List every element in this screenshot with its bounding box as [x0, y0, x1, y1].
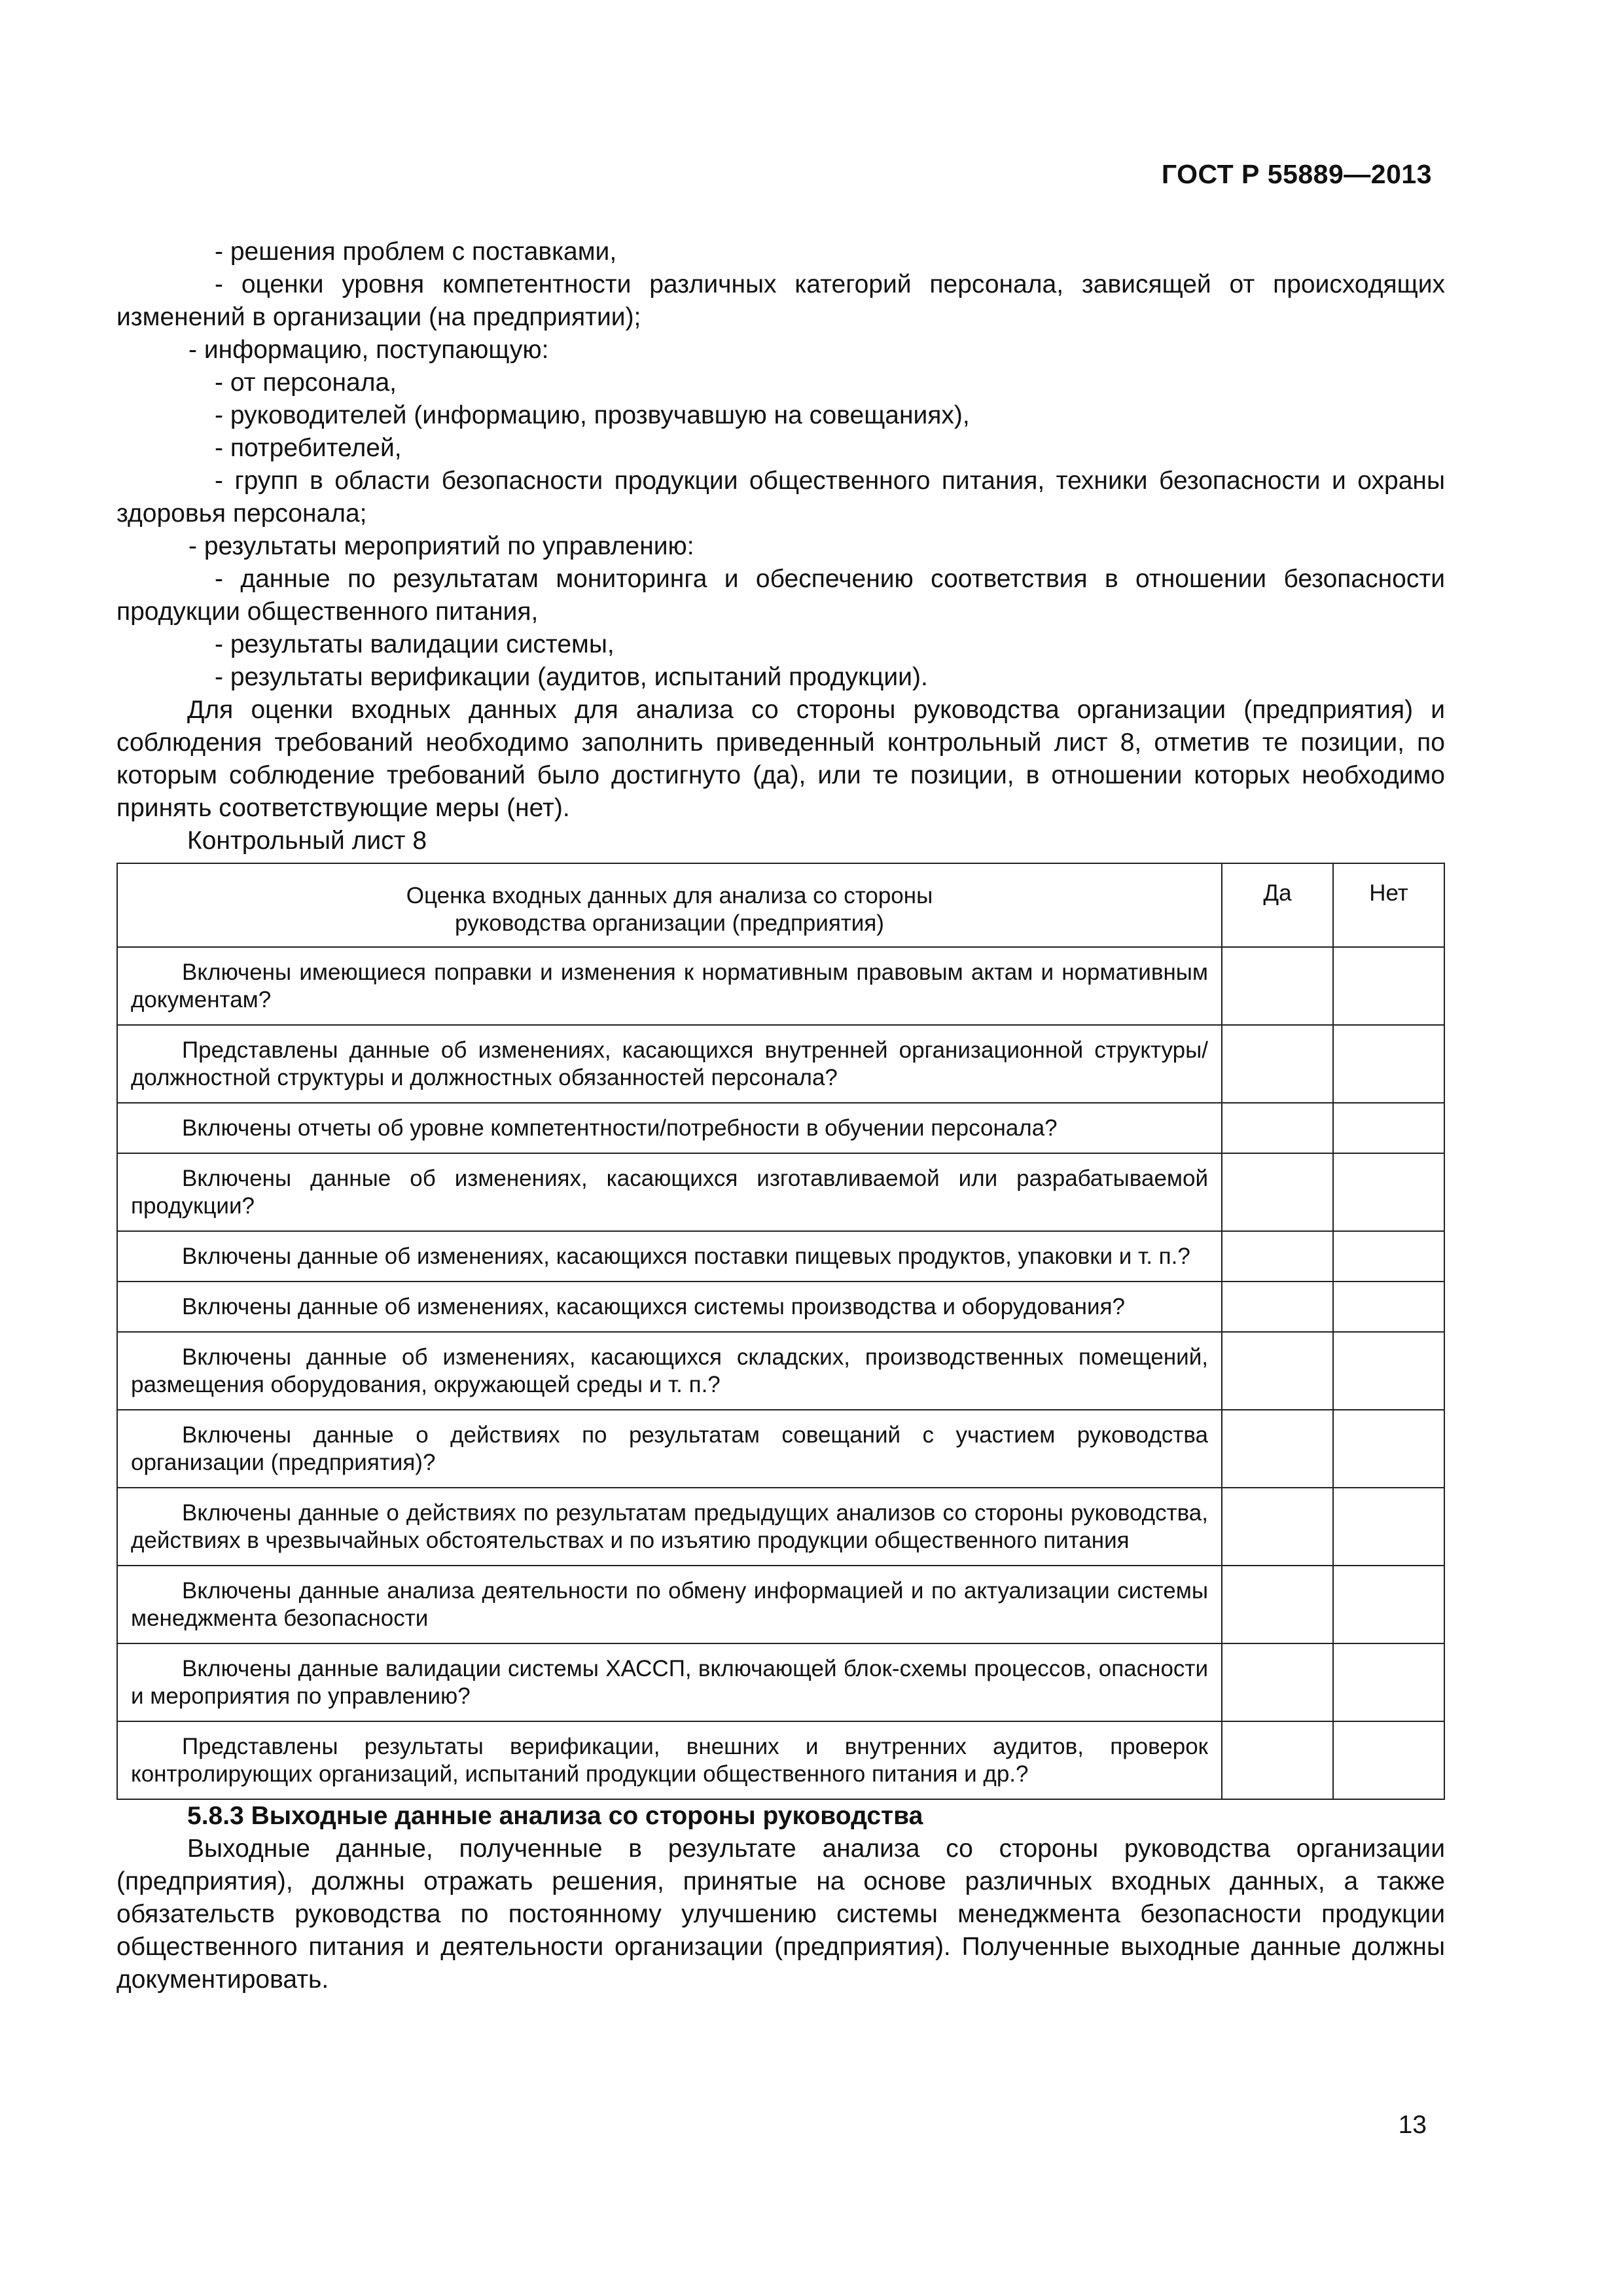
- list-item: - информацию, поступающую:: [188, 336, 549, 364]
- table-row: [117, 1025, 1444, 1103]
- no-cell[interactable]: [1333, 1721, 1444, 1799]
- table-row: [117, 1410, 1444, 1488]
- question-text: Включены отчеты об уровне компетентности/потребности в обучении персонала?: [182, 1115, 1058, 1141]
- section-paragraph: Выходные данные, полученные в результате анализа со стороны руководства организации (предприятия), должны отражать решения, принятые на основе различных входных данных, а также обязательств руководства по постоянному улучшению системы менеджмента безопасности продукции общественного питания и деятельности организации (предприятия). Полученные выходные данные должны документировать.: [116, 1835, 1445, 1994]
- question-text: Представлены данные об изменениях, касающихся внутренней организационной структуры/должностной структуры и должностных обязанностей персонала?: [131, 1037, 1208, 1090]
- yes-cell[interactable]: [1222, 1332, 1333, 1410]
- document-code: ГОСТ Р 55889—2013: [1161, 159, 1432, 189]
- yes-cell[interactable]: [1222, 1488, 1333, 1566]
- criteria-header-line1: Оценка входных данных для анализа со стороны: [406, 883, 933, 908]
- list-item: - групп в области безопасности продукции общественного питания, техники безопасности и охраны здоровья персонала;: [116, 467, 1445, 528]
- yes-cell[interactable]: [1222, 1103, 1333, 1153]
- table-row: [117, 1282, 1444, 1332]
- list-item: - данные по результатам мониторинга и обеспечению соответствия в отношении безопасности продукции общественного питания,: [116, 565, 1445, 626]
- no-cell[interactable]: [1333, 1566, 1444, 1643]
- section-heading: 5.8.3 Выходные данные анализа со стороны руководства: [187, 1802, 923, 1830]
- table-row: [117, 1332, 1444, 1410]
- criteria-header: [117, 863, 1222, 947]
- table-header-row: [117, 863, 1444, 947]
- no-cell[interactable]: [1333, 1282, 1444, 1332]
- yes-cell[interactable]: [1222, 1643, 1333, 1721]
- no-cell[interactable]: [1333, 947, 1444, 1025]
- question-text: Включены данные о действиях по результатам предыдущих анализов со стороны руководства, действиях в чрезвычайных обстоятельствах и по изъятию продукции общественного питания: [131, 1500, 1208, 1553]
- yes-cell[interactable]: [1222, 1410, 1333, 1488]
- yes-cell[interactable]: [1222, 1282, 1333, 1332]
- list-item: - оценки уровня компетентности различных категорий персонала, зависящей от происходящих изменений в организации (на предприятии);: [116, 270, 1445, 331]
- list-item: - от персонала,: [215, 368, 397, 397]
- question-text: Включены данные о действиях по результатам совещаний с участием руководства организации (предприятия)?: [131, 1422, 1208, 1475]
- table-row: [117, 1153, 1444, 1231]
- table-row: [117, 1566, 1444, 1643]
- no-cell[interactable]: [1333, 1153, 1444, 1231]
- table-row: [117, 1488, 1444, 1566]
- list-item: - руководителей (информацию, прозвучавшую на совещаниях),: [215, 401, 970, 429]
- yes-cell[interactable]: [1222, 1153, 1333, 1231]
- table-caption: Контрольный лист 8: [187, 827, 427, 855]
- table-row: [117, 1231, 1444, 1282]
- no-header: Нет: [1333, 863, 1444, 947]
- question-text: Включены данные об изменениях, касающихся складских, производственных помещений, размещения оборудования, окружающей среды и т. п.?: [131, 1344, 1208, 1397]
- yes-header: Да: [1222, 863, 1333, 947]
- list-item: - результаты валидации системы,: [215, 630, 615, 658]
- list-item: - результаты верификации (аудитов, испытаний продукции).: [215, 663, 928, 691]
- no-cell[interactable]: [1333, 1231, 1444, 1282]
- no-cell[interactable]: [1333, 1025, 1444, 1103]
- no-cell[interactable]: [1333, 1643, 1444, 1721]
- no-cell[interactable]: [1333, 1332, 1444, 1410]
- criteria-header-line2: руководства организации (предприятия): [455, 910, 884, 936]
- question-text: Включены данные анализа деятельности по обмену информацией и по актуализации системы менеджмента безопасности: [131, 1578, 1208, 1631]
- instruction-paragraph: Для оценки входных данных для анализа со стороны руководства организации (предприятия) и соблюдения требований необходимо заполнить приведенный контрольный лист 8, отметив те позиции, по которым соблюдение требований было достигнуто (да), или те позиции, в отношении которых необходимо принять соответствующие меры (нет).: [116, 696, 1445, 822]
- no-cell[interactable]: [1333, 1488, 1444, 1566]
- yes-cell[interactable]: [1222, 947, 1333, 1025]
- list-item: - решения проблем с поставками,: [215, 238, 617, 266]
- list-item: - результаты мероприятий по управлению:: [188, 532, 694, 560]
- question-text: Включены данные об изменениях, касающихся изготавливаемой или разрабатываемой продукции?: [131, 1166, 1208, 1219]
- yes-cell[interactable]: [1222, 1025, 1333, 1103]
- checklist-table: [116, 863, 1445, 1800]
- question-text: Включены данные об изменениях, касающихся поставки пищевых продуктов, упаковки и т. п.?: [182, 1244, 1190, 1269]
- no-cell[interactable]: [1333, 1410, 1444, 1488]
- table-row: [117, 1721, 1444, 1799]
- question-text: Представлены результаты верификации, внешних и внутренних аудитов, проверок контролирующих организаций, испытаний продукции общественного питания и др.?: [131, 1734, 1208, 1787]
- page-number: 13: [1398, 2111, 1427, 2139]
- yes-cell[interactable]: [1222, 1721, 1333, 1799]
- table-row: [117, 1643, 1444, 1721]
- list-item: - потребителей,: [215, 434, 402, 462]
- table-row: [117, 1103, 1444, 1153]
- document-body: [116, 236, 1445, 1996]
- yes-cell[interactable]: [1222, 1231, 1333, 1282]
- table-row: [117, 947, 1444, 1025]
- question-text: Включены данные об изменениях, касающихся системы производства и оборудования?: [182, 1294, 1125, 1319]
- question-text: Включены данные валидации системы ХАССП, включающей блок-схемы процессов, опасности и мероприятия по управлению?: [131, 1656, 1208, 1709]
- no-cell[interactable]: [1333, 1103, 1444, 1153]
- question-text: Включены имеющиеся поправки и изменения к нормативным правовым актам и нормативным документам?: [131, 960, 1208, 1013]
- yes-cell[interactable]: [1222, 1566, 1333, 1643]
